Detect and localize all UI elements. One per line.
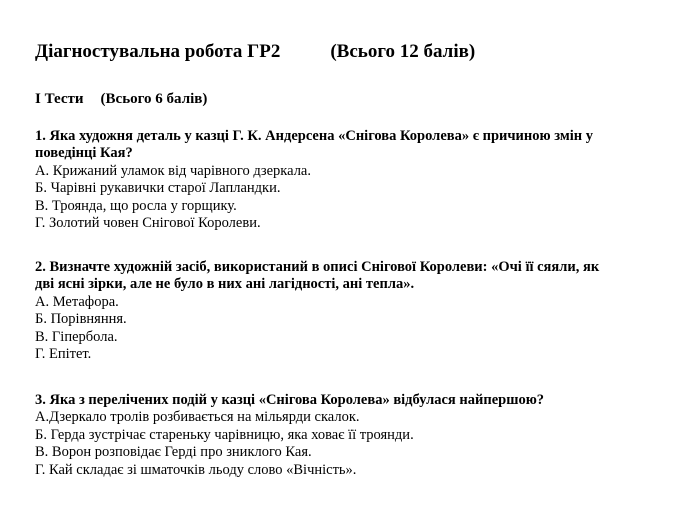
question-2-prompt-line-2: дві ясні зірки, але не було в них ані лагідності, ані тепла». bbox=[35, 276, 415, 292]
section-points: (Всього 6 балів) bbox=[100, 91, 208, 107]
document-title-points: (Всього 12 балів) bbox=[330, 41, 476, 62]
question-2-option-a: А. Метафора. bbox=[35, 293, 119, 310]
question-1-prompt-line-2: поведінці Кая? bbox=[35, 145, 133, 161]
question-3-option-g: Г. Кай складає зі шматочків льоду слово «Вічність». bbox=[35, 461, 357, 478]
question-2 bbox=[35, 259, 670, 364]
question-3 bbox=[35, 392, 670, 480]
question-1-option-v: В. Троянда, що росла у горщику. bbox=[35, 197, 237, 214]
question-1 bbox=[35, 128, 670, 233]
section-heading bbox=[35, 91, 670, 109]
question-2-option-b: Б. Порівняння. bbox=[35, 311, 127, 327]
question-3-option-b: Б. Герда зустрічає стареньку чарівницю, яка ховає її троянди. bbox=[35, 426, 414, 443]
question-3-option-a: А.Дзеркало тролів розбивається на мільярди скалок. bbox=[35, 409, 360, 425]
document-title-text: Діагностувальна робота ГР2 bbox=[35, 41, 281, 62]
question-3-prompt-line-1: 3. Яка з перелічених подій у казці «Снігова Королева» відбулася найпершою? bbox=[35, 391, 545, 408]
question-1-option-b: Б. Чарівні рукавички старої Лапландки. bbox=[35, 180, 281, 196]
question-1-prompt-line-1: 1. Яка художня деталь у казці Г. К. Андерсена «Снігова Королева» є причиною змін у bbox=[35, 127, 593, 144]
question-2-option-g: Г. Епітет. bbox=[35, 346, 92, 362]
question-1-option-a: А. Крижаний уламок від чарівного дзеркала. bbox=[35, 162, 311, 179]
document-title bbox=[35, 41, 670, 63]
question-2-prompt-line-1: 2. Визначте художній засіб, використаний в описі Снігової Королеви: «Очі її сяяли, як bbox=[35, 258, 600, 275]
question-3-option-v: В. Ворон розповідає Герді про зниклого Кая. bbox=[35, 444, 312, 460]
question-2-option-v: В. Гіпербола. bbox=[35, 328, 118, 345]
section-label: І Тести bbox=[35, 91, 84, 107]
question-1-option-g: Г. Золотий човен Снігової Королеви. bbox=[35, 215, 261, 231]
